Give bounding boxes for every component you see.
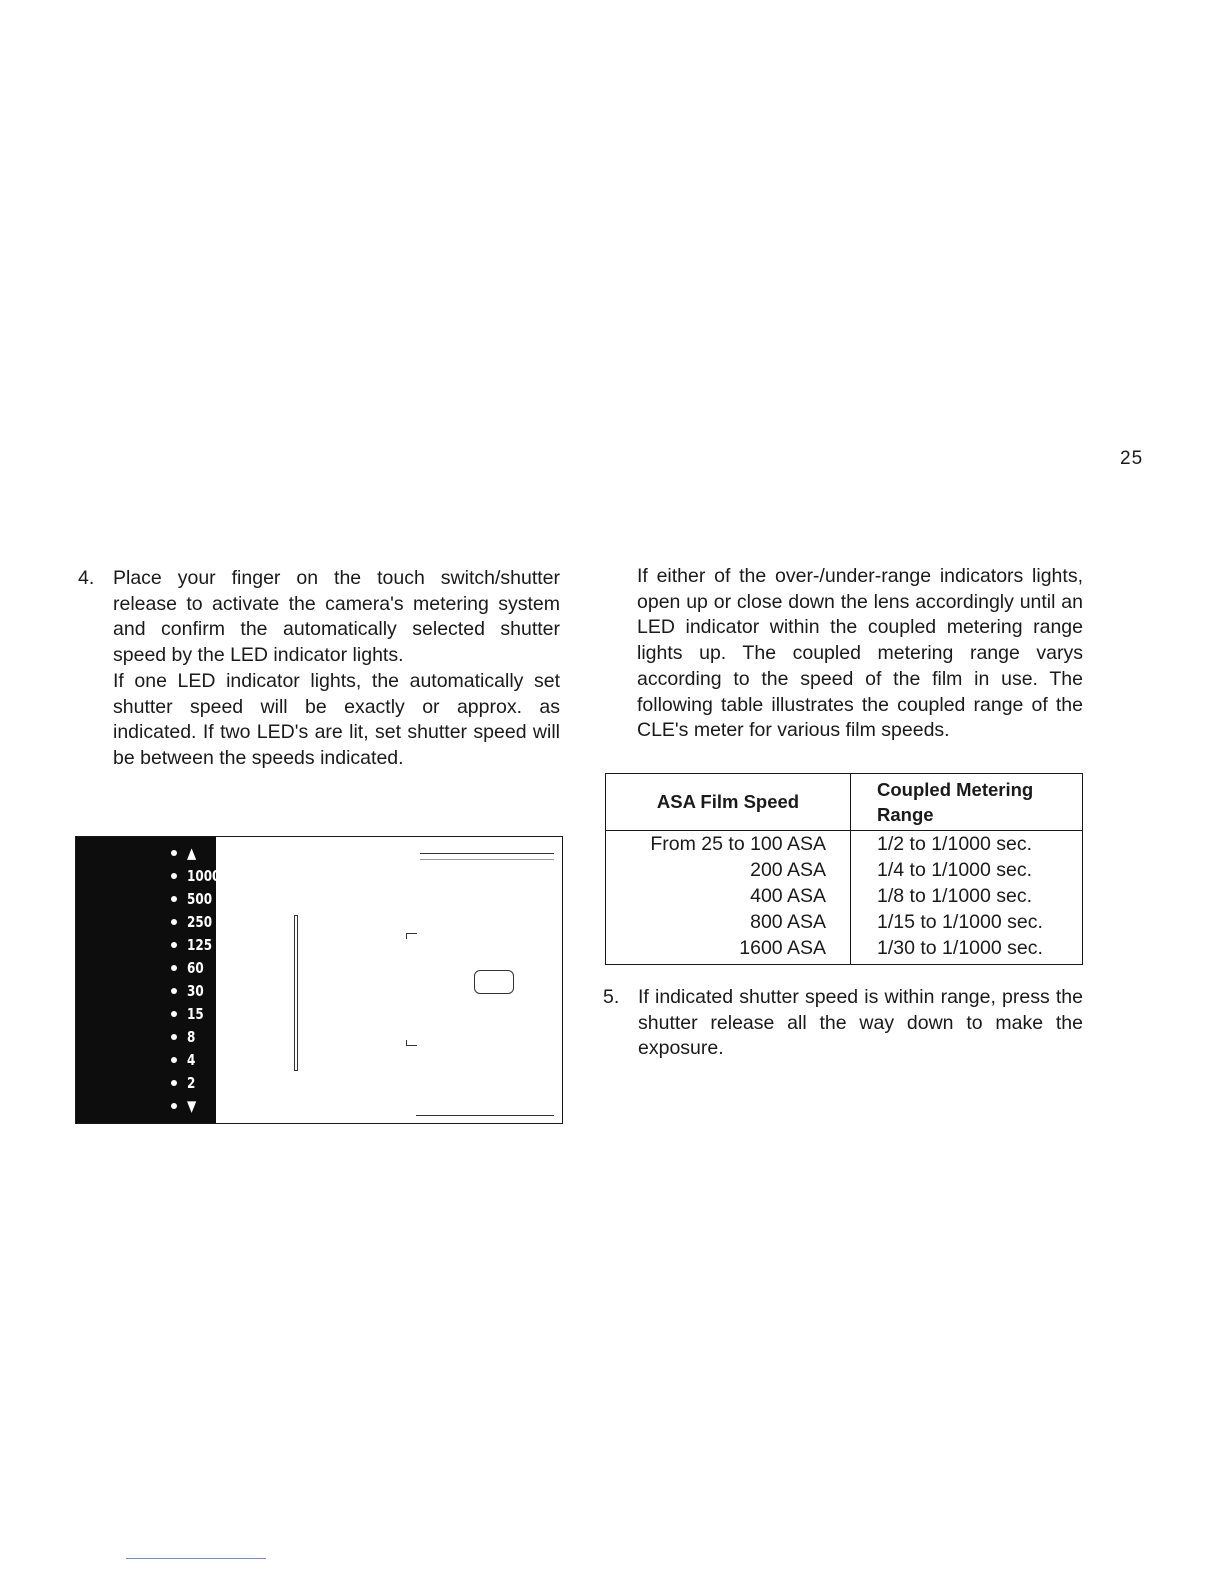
led-dot-icon (171, 942, 177, 948)
film-speed-cell: 400 ASA (606, 883, 851, 909)
step-4 (78, 566, 560, 772)
led-dot-icon (171, 873, 177, 879)
step-4-paragraph-2: If one LED indicator lights, the automatically set shutter speed will be exactly or approx. as indicated. If two LED's are lit, set shutter speed will be between the speeds indicated. (113, 669, 560, 769)
film-speed-cell: From 25 to 100 ASA (606, 831, 851, 858)
metering-range-cell: 1/2 to 1/1000 sec. (851, 831, 1083, 858)
led-speed-label: 30 (187, 982, 204, 1000)
metering-range-cell: 1/15 to 1/1000 sec. (851, 909, 1083, 935)
led-dot-icon (171, 965, 177, 971)
led-speed-label: 15 (187, 1005, 204, 1023)
led-speed-label: 4 (187, 1051, 196, 1069)
footer-rule (126, 1558, 266, 1559)
led-speed-label: ▲ (187, 844, 197, 862)
metering-range-cell: 1/8 to 1/1000 sec. (851, 883, 1083, 909)
led-speed-label: 1000 (187, 867, 221, 885)
led-indicator-row (76, 934, 216, 957)
led-indicator-row (76, 957, 216, 980)
table-row (606, 935, 1083, 965)
page-number: 25 (1120, 448, 1144, 469)
frame-line-top (420, 853, 554, 854)
led-indicator-row (76, 911, 216, 934)
range-intro-paragraph: If either of the over-/under-range indicators lights, open up or close down the lens accordingly until an LED indicator within the coupled metering range lights up. The coupled metering range varys according to the speed of the film in use. The following table illustrates the coupled range of the CLE's meter for various film speeds. (637, 565, 1083, 742)
led-dot-icon (171, 1057, 177, 1063)
led-indicator-strip (76, 837, 221, 1123)
led-indicator-row (76, 980, 216, 1003)
frame-line-left (294, 915, 298, 1071)
rangefinder-spot (474, 970, 514, 994)
step-5-number: 5. (603, 986, 620, 1008)
right-column (603, 564, 1083, 744)
led-indicator-row (76, 1049, 216, 1072)
table-header-row (606, 774, 1083, 831)
viewfinder-diagram (75, 836, 563, 1124)
table-row (606, 909, 1083, 935)
led-indicator-row (76, 888, 216, 911)
led-dot-icon (171, 919, 177, 925)
led-indicator-row (76, 1095, 216, 1118)
header-asa-film-speed: ASA Film Speed (606, 774, 851, 831)
led-speed-label: 125 (187, 936, 213, 954)
step-5-text: If indicated shutter speed is within range, press the shutter release all the way down to make the exposure. (638, 986, 1083, 1060)
metering-range-cell: 1/30 to 1/1000 sec. (851, 935, 1083, 965)
led-indicator-row (76, 842, 216, 865)
step-4-paragraph-1: Place your finger on the touch switch/shutter release to activate the camera's metering system and confirm the automatically selected shutter speed by the LED indicator lights. (113, 567, 560, 667)
led-speed-label: 2 (187, 1074, 196, 1092)
film-speed-cell: 200 ASA (606, 857, 851, 883)
header-coupled-metering-range: Coupled Metering Range (851, 774, 1083, 831)
led-indicator-row (76, 1003, 216, 1026)
led-dot-icon (171, 1103, 177, 1109)
frame-line-bottom (416, 1115, 554, 1116)
step-4-number: 4. (78, 567, 95, 589)
film-speed-cell: 1600 ASA (606, 935, 851, 965)
frame-corner-mark-bottom (406, 1040, 417, 1046)
led-speed-label: 250 (187, 913, 213, 931)
led-speed-label: 8 (187, 1028, 196, 1046)
frame-corner-mark-top (406, 933, 417, 939)
frame-line-top-inner (420, 859, 554, 860)
film-speed-cell: 800 ASA (606, 909, 851, 935)
led-speed-label: 500 (187, 890, 213, 908)
led-indicator-row (76, 865, 221, 888)
led-speed-label: 60 (187, 959, 204, 977)
step-5 (603, 985, 1083, 1062)
led-dot-icon (171, 1034, 177, 1040)
led-dot-icon (171, 1080, 177, 1086)
led-indicator-row (76, 1026, 216, 1049)
led-indicator-row (76, 1072, 216, 1095)
led-dot-icon (171, 850, 177, 856)
metering-range-cell: 1/4 to 1/1000 sec. (851, 857, 1083, 883)
coupled-range-table (605, 773, 1083, 965)
led-dot-icon (171, 896, 177, 902)
led-speed-label: ▼ (187, 1097, 197, 1115)
led-dot-icon (171, 988, 177, 994)
table-row (606, 857, 1083, 883)
table-row (606, 883, 1083, 909)
table-row (606, 831, 1083, 858)
led-dot-icon (171, 1011, 177, 1017)
